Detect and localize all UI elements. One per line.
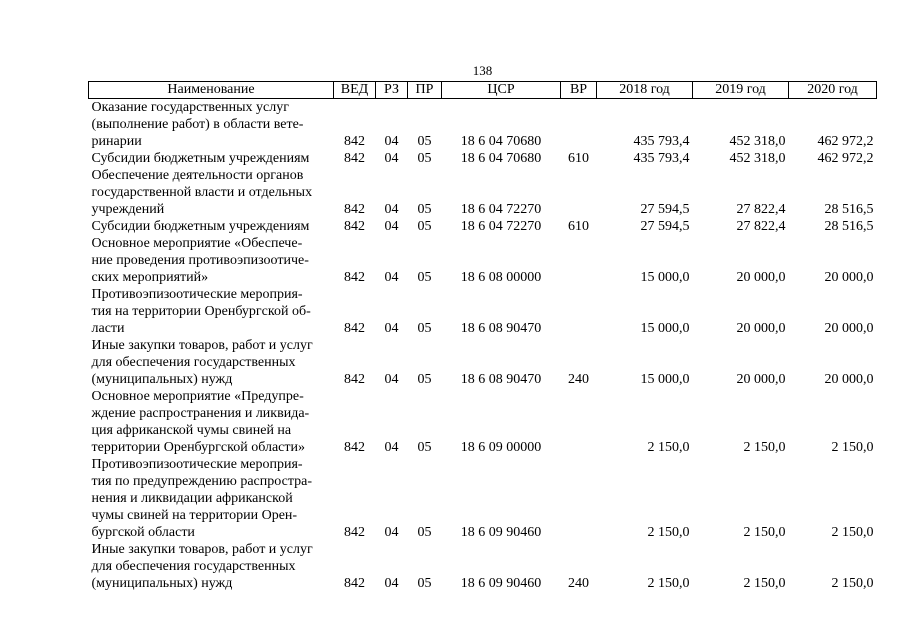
cell-rz: 04: [384, 440, 399, 455]
table-row: [89, 218, 877, 235]
cell-csr: 18 6 04 72270: [460, 219, 542, 234]
cell-2018: 2 150,0: [647, 576, 690, 591]
cell-rz: 04: [384, 372, 399, 387]
name-line: учреждений: [91, 202, 165, 217]
table-row: [89, 99, 877, 151]
cell-name: [89, 541, 334, 592]
cell-pr: 05: [417, 202, 432, 217]
cell-vr: 610: [568, 219, 589, 234]
table-row: [89, 388, 877, 456]
cell-rz: 04: [384, 219, 399, 234]
name-line: бургской области: [91, 525, 195, 540]
table-body: [89, 99, 877, 593]
cell-vr: [561, 388, 597, 456]
cell-2019: 20 000,0: [736, 270, 786, 285]
header-pr: ПР: [408, 82, 442, 99]
name-line: тия по предупреждению распростра-: [91, 474, 312, 489]
cell-name: [89, 167, 334, 218]
name-line: Основное мероприятие «Предупре-: [91, 389, 304, 404]
cell-pr: 05: [417, 134, 432, 149]
name-line: (муниципальных) нужд: [91, 372, 233, 387]
header-2019: 2019 год: [693, 82, 789, 99]
table-row: [89, 456, 877, 541]
cell-rz: 04: [384, 270, 399, 285]
cell-2019: 2 150,0: [743, 440, 786, 455]
cell-ved: 842: [344, 202, 365, 217]
cell-vr: 240: [568, 576, 589, 591]
cell-ved: 842: [344, 134, 365, 149]
cell-name: [89, 337, 334, 388]
name-line: (муниципальных) нужд: [91, 576, 233, 591]
table-row: [89, 150, 877, 167]
cell-rz: 04: [384, 576, 399, 591]
cell-2018: 2 150,0: [647, 525, 690, 540]
name-line: ние проведения противоэпизоотиче-: [91, 253, 309, 268]
cell-2018: 15 000,0: [640, 270, 690, 285]
cell-rz: 04: [384, 321, 399, 336]
table-row: [89, 167, 877, 218]
name-line: ция африканской чумы свиней на: [91, 423, 292, 438]
cell-rz: 04: [384, 202, 399, 217]
header-vr: ВР: [561, 82, 597, 99]
name-line: нения и ликвидации африканской: [91, 491, 293, 506]
cell-name: [89, 286, 334, 337]
cell-2018: 15 000,0: [640, 372, 690, 387]
cell-name: [89, 456, 334, 541]
cell-2018: 27 594,5: [640, 202, 690, 217]
cell-name: [89, 150, 334, 167]
table-row: [89, 337, 877, 388]
cell-2019: 2 150,0: [743, 525, 786, 540]
cell-2018: 435 793,4: [633, 134, 690, 149]
cell-2019: 27 822,4: [736, 219, 786, 234]
cell-vr: [561, 167, 597, 218]
table-row: [89, 286, 877, 337]
header-csr: ЦСР: [442, 82, 561, 99]
cell-ved: 842: [344, 525, 365, 540]
cell-ved: 842: [344, 321, 365, 336]
name-line: ринарии: [91, 134, 142, 149]
cell-ved: 842: [344, 576, 365, 591]
cell-name: [89, 99, 334, 151]
cell-csr: 18 6 09 90460: [460, 576, 542, 591]
name-line: (выполнение работ) в области вете-: [91, 117, 304, 132]
name-line: Субсидии бюджетным учреждениям: [91, 151, 310, 166]
cell-csr: 18 6 09 90460: [460, 525, 542, 540]
name-line: тия на территории Оренбургской об-: [91, 304, 311, 319]
cell-2018: 27 594,5: [640, 219, 690, 234]
cell-2019: 20 000,0: [736, 321, 786, 336]
cell-2020: 2 150,0: [831, 525, 874, 540]
cell-pr: 05: [417, 440, 432, 455]
header-2020: 2020 год: [789, 82, 877, 99]
cell-csr: 18 6 04 72270: [460, 202, 542, 217]
cell-csr: 18 6 04 70680: [460, 151, 542, 166]
name-line: территории Оренбургской области»: [91, 440, 305, 455]
name-line: государственной власти и отдельных: [91, 185, 313, 200]
name-line: чумы свиней на территории Орен-: [91, 508, 298, 523]
cell-vr: [561, 99, 597, 151]
cell-2019: 27 822,4: [736, 202, 786, 217]
cell-pr: 05: [417, 321, 432, 336]
cell-2020: 462 972,2: [817, 134, 874, 149]
name-line: Противоэпизоотические мероприя-: [91, 457, 303, 472]
cell-csr: 18 6 08 90470: [460, 321, 542, 336]
header-ved: ВЕД: [334, 82, 376, 99]
cell-pr: 05: [417, 270, 432, 285]
name-line: ласти: [91, 321, 125, 336]
cell-2020: 28 516,5: [824, 202, 874, 217]
table-row: [89, 541, 877, 592]
cell-rz: 04: [384, 134, 399, 149]
cell-vr: 610: [568, 151, 589, 166]
cell-2020: 28 516,5: [824, 219, 874, 234]
cell-csr: 18 6 08 00000: [460, 270, 542, 285]
table-row: [89, 235, 877, 286]
cell-pr: 05: [417, 151, 432, 166]
cell-2018: 435 793,4: [633, 151, 690, 166]
cell-pr: 05: [417, 372, 432, 387]
cell-csr: 18 6 09 00000: [460, 440, 542, 455]
cell-name: [89, 235, 334, 286]
cell-2019: 2 150,0: [743, 576, 786, 591]
cell-2020: 2 150,0: [831, 440, 874, 455]
cell-2019: 452 318,0: [729, 134, 786, 149]
name-line: ждение распространения и ликвида-: [91, 406, 310, 421]
header-rz: РЗ: [376, 82, 408, 99]
cell-2020: 462 972,2: [817, 151, 874, 166]
cell-2019: 20 000,0: [736, 372, 786, 387]
cell-2020: 2 150,0: [831, 576, 874, 591]
name-line: ских мероприятий»: [91, 270, 209, 285]
header-2018: 2018 год: [597, 82, 693, 99]
cell-ved: 842: [344, 151, 365, 166]
cell-vr: [561, 235, 597, 286]
page-number: 138: [472, 63, 493, 78]
name-line: для обеспечения государственных: [91, 559, 296, 574]
name-line: Иные закупки товаров, работ и услуг: [91, 338, 313, 353]
cell-ved: 842: [344, 440, 365, 455]
header-name: Наименование: [89, 82, 334, 99]
cell-ved: 842: [344, 219, 365, 234]
name-line: Основное мероприятие «Обеспече-: [91, 236, 303, 251]
cell-pr: 05: [417, 219, 432, 234]
cell-2018: 15 000,0: [640, 321, 690, 336]
cell-2019: 452 318,0: [729, 151, 786, 166]
cell-pr: 05: [417, 525, 432, 540]
table-header-row: [89, 82, 877, 99]
name-line: Субсидии бюджетным учреждениям: [91, 219, 310, 234]
cell-vr: [561, 456, 597, 541]
cell-rz: 04: [384, 525, 399, 540]
cell-ved: 842: [344, 270, 365, 285]
name-line: для обеспечения государственных: [91, 355, 296, 370]
cell-csr: 18 6 04 70680: [460, 134, 542, 149]
name-line: Обеспечение деятельности органов: [91, 168, 304, 183]
cell-2020: 20 000,0: [824, 321, 874, 336]
cell-2018: 2 150,0: [647, 440, 690, 455]
cell-csr: 18 6 08 90470: [460, 372, 542, 387]
budget-table: [88, 81, 877, 592]
cell-pr: 05: [417, 576, 432, 591]
cell-name: [89, 388, 334, 456]
cell-name: [89, 218, 334, 235]
name-line: Иные закупки товаров, работ и услуг: [91, 542, 313, 557]
name-line: Оказание государственных услуг: [91, 100, 289, 115]
name-line: Противоэпизоотические мероприя-: [91, 287, 303, 302]
cell-2020: 20 000,0: [824, 270, 874, 285]
cell-vr: [561, 286, 597, 337]
cell-rz: 04: [384, 151, 399, 166]
cell-vr: 240: [568, 372, 589, 387]
cell-2020: 20 000,0: [824, 372, 874, 387]
cell-ved: 842: [344, 372, 365, 387]
